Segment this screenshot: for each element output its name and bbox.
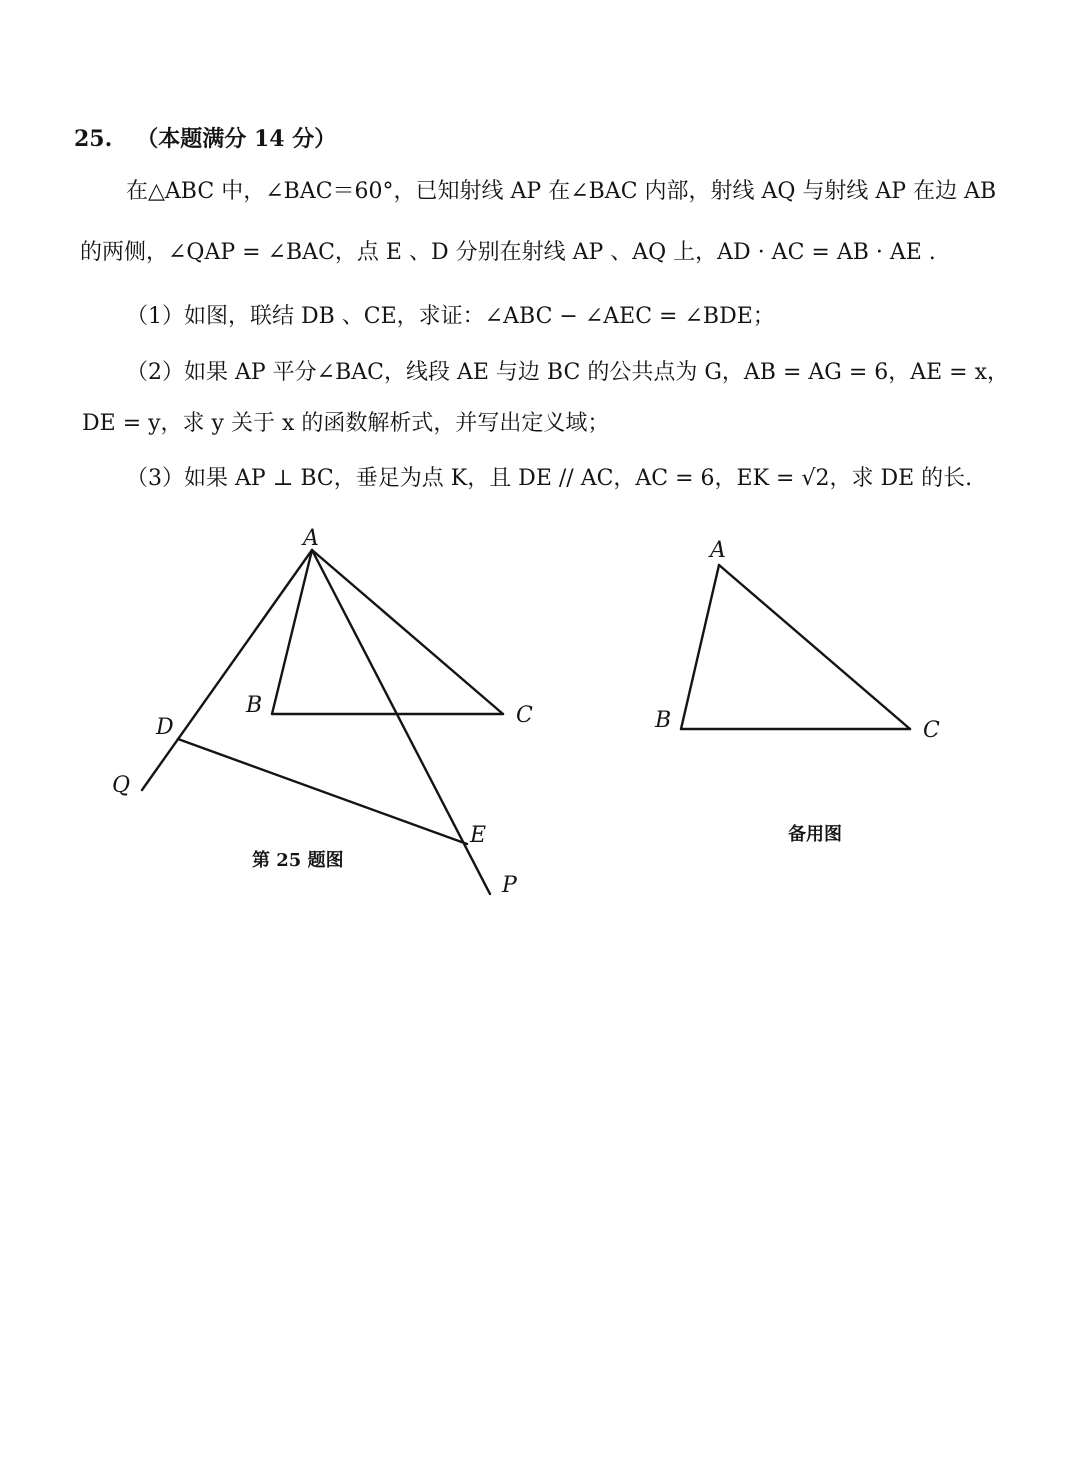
label-p: P [502,873,517,898]
label-a: A [303,526,319,551]
problem-score: （本题满分 14 分） [136,126,337,152]
problem-text-line-1: 在△ABC 中，∠BAC＝60°，已知射线 AP 在∠BAC 内部，射线 AQ 与射线 AP 在边 AB [126,179,997,204]
spare-figure-caption: 备用图 [788,824,842,845]
spare-segment-ab [681,565,719,729]
segment-ab [272,550,312,714]
question-part-2: （2）如果 AP 平分∠BAC，线段 AE 与边 BC 的公共点为 G，AB = AG = 6，AE = x， [126,360,1010,385]
question-part-3: （3）如果 AP ⊥ BC，垂足为点 K，且 DE // AC，AC = 6，EK = √2，求 DE 的长. [126,466,973,491]
label-c: C [516,703,533,728]
question-part-1: （1）如图，联结 DB 、CE，求证：∠ABC − ∠AEC = ∠BDE； [126,304,775,329]
problem-number: 25. [74,126,113,152]
label-e: E [470,823,487,848]
spare-label-a: A [710,538,726,563]
question-part-2-continued: DE = y，求 y 关于 x 的函数解析式，并写出定义域； [82,411,610,436]
spare-figure [654,538,940,743]
main-figure [112,526,533,898]
label-q: Q [112,773,131,798]
problem-text-line-2: 的两侧，∠QAP = ∠BAC，点 E 、D 分别在射线 AP 、AQ 上，AD · AC = AB · AE . [80,240,936,265]
spare-label-c: C [923,718,940,743]
spare-label-b: B [655,708,672,733]
main-figure-caption: 第 25 题图 [252,850,344,871]
label-d: D [156,715,174,740]
ray-aq [142,550,312,790]
segment-de [178,739,467,844]
segment-ac [312,550,503,714]
spare-segment-ac [719,565,910,729]
label-b: B [246,693,263,718]
